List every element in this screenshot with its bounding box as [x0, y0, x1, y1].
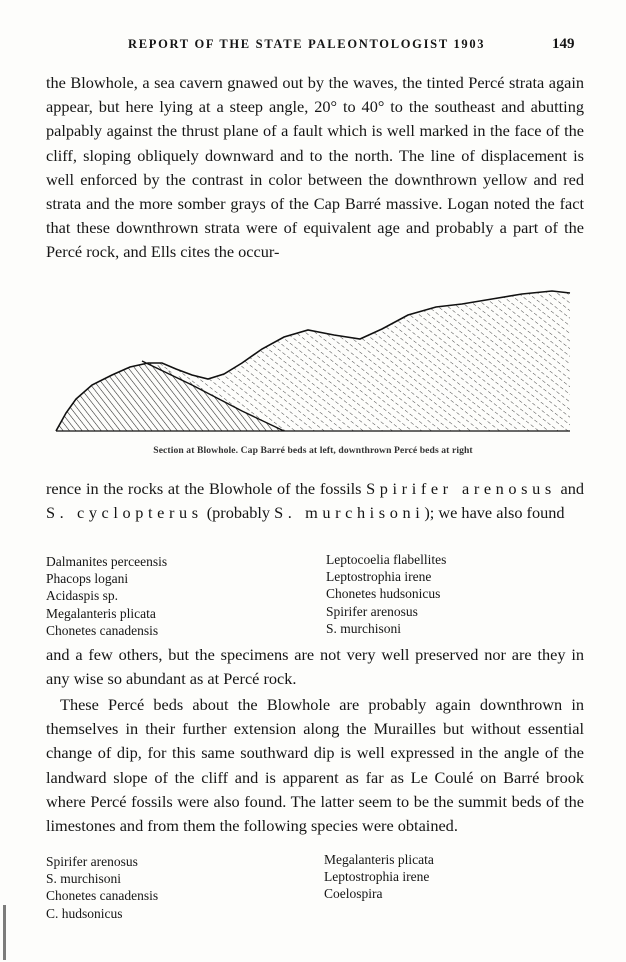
paragraph-4: These Percé beds about the Blowhole are probably again downthrown in themselves in their further extension along the Murailles but without essential change of dip, for this same southward dip is well expressed in the angle of the landward slope of the cliff and is apparent as far as Le Coulé on Barré brook where Percé fossils were also found. The latter seem to be the summit beds of the limestones and from them the following species were obtained.	[46, 695, 584, 836]
paragraph-2-end: ); we have also found	[424, 503, 565, 523]
paragraph-2-and: and	[555, 479, 584, 498]
paragraph-2-probably: (probably	[202, 503, 275, 523]
species-name-spirifer-arenosus: Spirifer arenosus	[366, 479, 556, 498]
species-item: Leptostrophia irene	[324, 869, 430, 885]
species-item: Leptocoelia flabellites	[326, 552, 447, 567]
paragraph-2	[46, 477, 584, 525]
scan-edge-mark	[3, 905, 6, 960]
paragraph-3: and a few others, but the specimens are not very well preserved nor are they in any wise so abundant as at Percé rock.	[46, 645, 584, 689]
section-figure	[52, 287, 572, 435]
species-list-1-left	[46, 553, 167, 639]
species-list-2-left	[46, 853, 158, 922]
species-item: Spirifer arenosus	[46, 854, 138, 869]
species-item: C. hudsonicus	[46, 905, 123, 921]
paragraph-2-start: rence in the rocks at the Blowhole of the fossils	[46, 479, 367, 498]
species-item: Coelospira	[324, 886, 383, 902]
species-item: Megalanteris plicata	[324, 852, 434, 867]
species-list-2-right	[324, 851, 434, 903]
species-item: Megalanteris plicata	[46, 605, 156, 621]
species-item: Chonetes canadensis	[46, 888, 159, 904]
species-item: Spirifer arenosus	[326, 603, 418, 619]
figure-caption: Section at Blowhole. Cap Barré beds at left, downthrown Percé beds at right	[153, 445, 473, 456]
species-name-s-murchisoni: S. murchisoni	[274, 503, 425, 523]
species-item: Dalmanites perceensis	[46, 554, 168, 569]
species-list-1-right	[326, 551, 446, 637]
running-head	[0, 37, 626, 57]
species-item: Chonetes canadensis	[46, 622, 159, 638]
species-item: Phacops logani	[46, 571, 129, 587]
species-item: S. murchisoni	[46, 871, 122, 887]
running-head-title: REPORT OF THE STATE PALEONTOLOGIST 1903	[128, 37, 486, 51]
species-item: S. murchisoni	[326, 620, 402, 636]
species-name-s-cyclopterus: S. cyclopterus	[46, 503, 203, 523]
species-item: Chonetes hudsonicus	[326, 586, 441, 602]
cliff-section-drawing	[52, 287, 572, 435]
paragraph-1: the Blowhole, a sea cavern gnawed out by the waves, the tinted Percé strata again appear, but here lying at a steep angle, 20° to 40° to the southeast and abutting palpably against the thrust plane of a fault which is well marked in the face of the cliff, sloping obliquely downward and to the north. The line of displacement is well enforced by the contrast in color between the downthrown yellow and red strata and the more somber grays of the Cap Barré massive. Logan noted the fact that these downthrown strata were of equivalent age and probably a part of the Percé rock, and Ells cites the occur-	[46, 73, 584, 262]
page-number: 149	[552, 36, 575, 52]
species-item: Leptostrophia irene	[326, 569, 432, 585]
species-item: Acidaspis sp.	[46, 588, 118, 604]
